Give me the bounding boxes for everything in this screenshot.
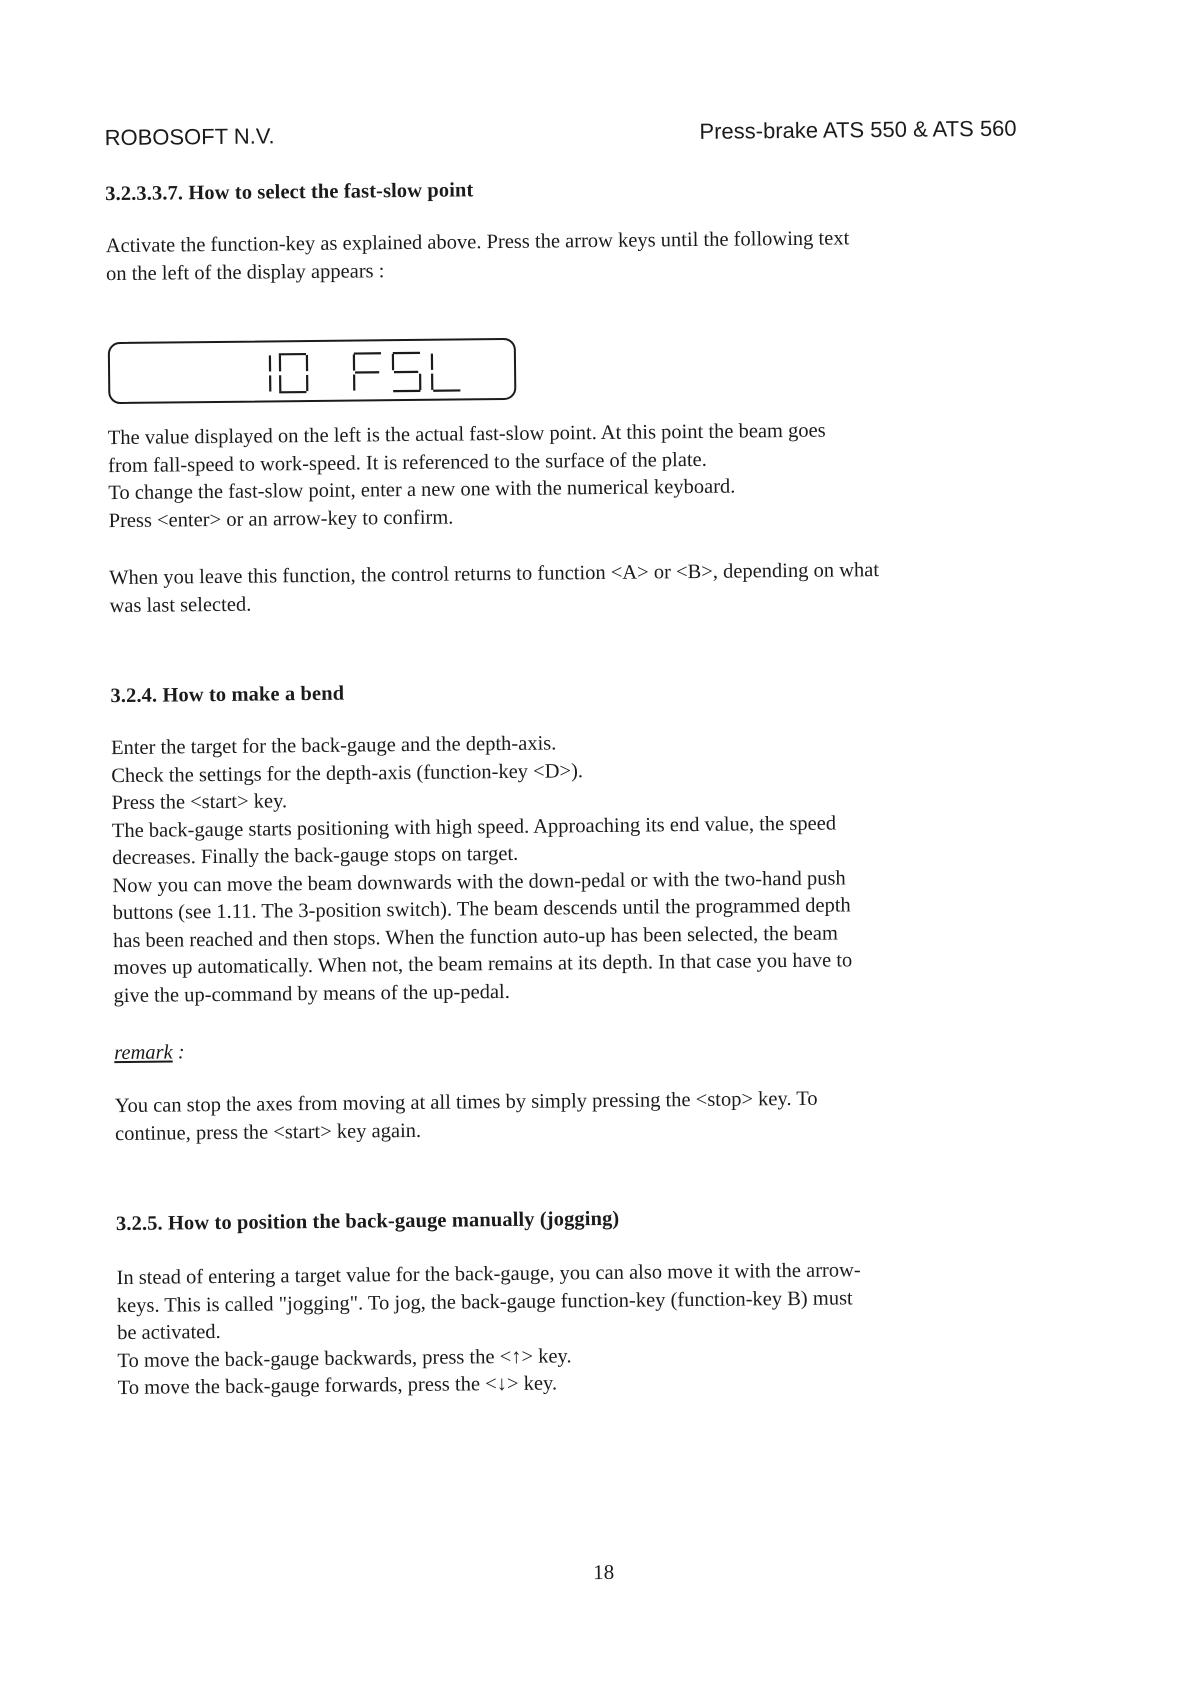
- paragraph-leave-function: When you leave this function, the control returns to function <A> or <B>, depending on what was last selected.: [109, 555, 1040, 620]
- paragraph-fast-slow-value: The value displayed on the left is the actual fast-slow point. At this point the beam goes from fall-speed to work-speed. It is referenced to the surface of the plate. To change the fast-slow point, enter a new one with the numerical keyboard. Press <enter> or an arrow-key to confirm.: [108, 415, 1039, 535]
- lcd-display: [108, 338, 517, 404]
- page-header: [104, 116, 1016, 152]
- header-product: Press-brake ATS 550 & ATS 560: [699, 116, 1016, 145]
- remark-label: remark :: [114, 1030, 1044, 1067]
- header-company: ROBOSOFT N.V.: [104, 123, 274, 151]
- heading-make-a-bend: 3.2.4. How to make a bend: [110, 683, 344, 708]
- paragraph-stop-key: You can stop the axes from moving at all times by simply pressing the <stop> key. To continue, press the <start> key again.: [115, 1083, 1046, 1148]
- paragraph-bend-instructions: Enter the target for the back-gauge and the depth-axis. Check the settings for the depth-axis (function-key <D>). Press the <start> key. The back-gauge starts positioning with high speed. Approaching its end value, the speed decreases. Finally the back-gauge stops on target. Now you can move the beam downwards with the down-pedal or with the two-hand push buttons (see 1.11. The 3-position switch). The beam descends until the programmed depth has been reached and then stops. When the function auto-up has been selected, the beam moves up automatically. When not, the beam remains at its depth. In that case you have to give the up-command by means of the up-pedal.: [111, 725, 1044, 1010]
- page-number: 18: [8, 1554, 1192, 1591]
- paragraph-activate-function-key: Activate the function-key as explained above. Press the arrow keys until the following text on the left of the display appears :: [106, 223, 1037, 288]
- paragraph-jogging: In stead of entering a target value for the back-gauge, you can also move it with the arrow- keys. This is called "jogging". To jog, the back-gauge function-key (function-key B) must be activated. To move the back-gauge backwards, press the <↑> key. To move the back-gauge forwards, press the <↓> key.: [116, 1255, 1047, 1402]
- heading-fast-slow-point: 3.2.3.3.7. How to select the fast-slow point: [105, 179, 473, 206]
- heading-jogging: 3.2.5. How to position the back-gauge manually (jogging): [116, 1208, 620, 1236]
- lcd-segments: [110, 340, 519, 406]
